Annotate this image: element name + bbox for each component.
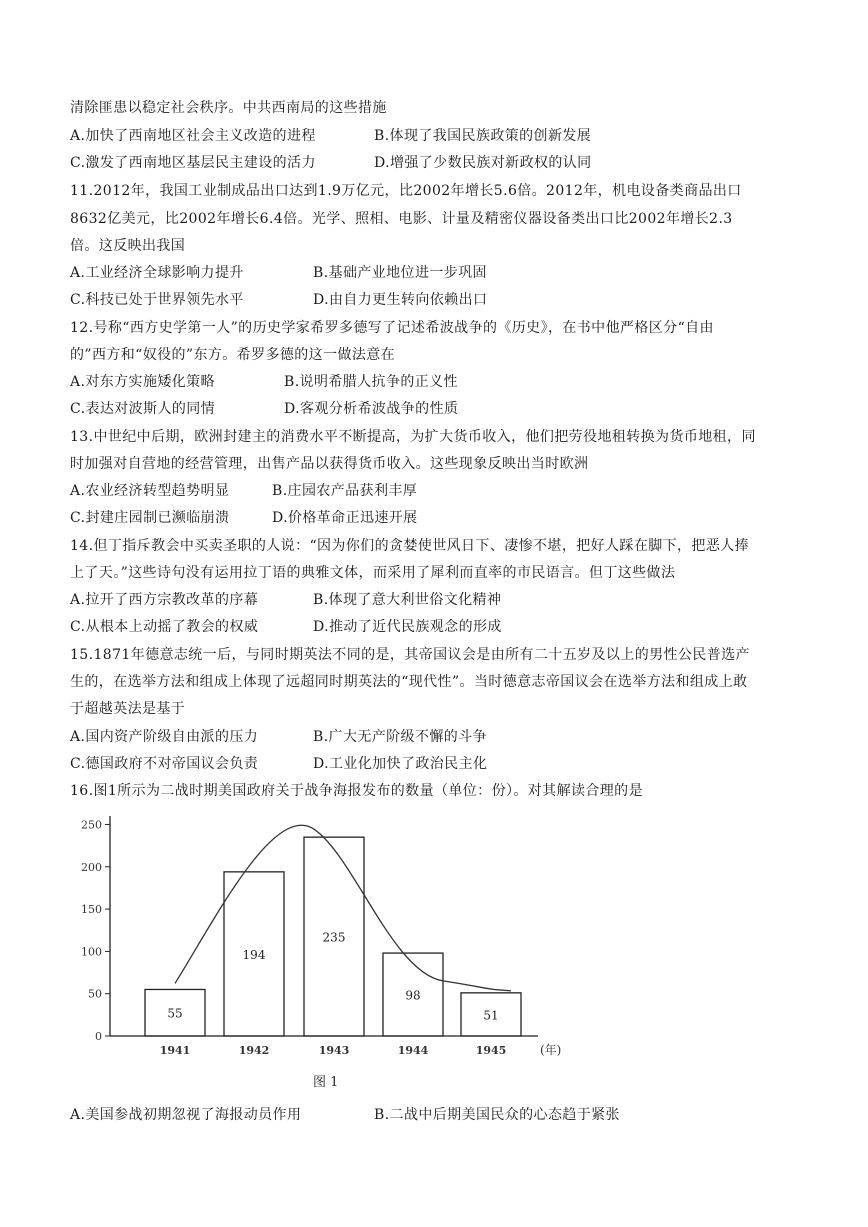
q14-option-a: A.拉开了西方宗教改革的序幕	[70, 592, 259, 608]
y-tick-label: 200	[81, 860, 102, 874]
q15-option-a: A.国内资产阶级自由派的压力	[70, 729, 259, 745]
q16-option-a: A.美国参战初期忽视了海报动员作用	[70, 1107, 302, 1123]
q11-stem-line: 8632亿美元，比2002年增长6.4倍。光学、照相、电影、计量及精密仪器设备类出口比2002年增长2.3	[70, 211, 733, 227]
q13-option-a: A.农业经济转型趋势明显	[70, 483, 230, 499]
y-tick-label: 50	[88, 987, 102, 1001]
q16-stem-line: 16.图1所示为二战时期美国政府关于战争海报发布的数量（单位：份）。对其解读合理的是	[70, 783, 643, 799]
y-tick-label: 150	[81, 903, 102, 917]
x-tick-label: 1943	[318, 1044, 350, 1057]
y-tick-label: 250	[81, 818, 102, 832]
q12-stem-line: 的”西方和“奴役的”东方。希罗多德的这一做法意在	[70, 347, 396, 363]
q11-option-b: B.基础产业地位进一步巩固	[313, 265, 487, 281]
x-tick-label: 1942	[238, 1044, 270, 1057]
q16-option-b: B.二战中后期美国民众的心态趋于紧张	[374, 1107, 620, 1123]
q11-option-d: D.由自力更生转向依赖出口	[313, 292, 488, 308]
bar-data-label: 98	[405, 988, 421, 1003]
bars	[145, 837, 521, 1036]
q11-option-c: C.科技已处于世界领先水平	[70, 292, 244, 308]
q15-option-d: D.工业化加快了政治民主化	[313, 756, 488, 772]
q14-option-c: C.从根本上动摇了教会的权威	[70, 619, 259, 635]
q12-option-a: A.对东方实施矮化策略	[70, 374, 215, 390]
x-tick-label: 1944	[397, 1044, 429, 1057]
q14-option-d: D.推动了近代民族观念的形成	[313, 619, 502, 635]
bar-data-label: 194	[242, 947, 266, 962]
y-tick-label: 0	[95, 1030, 102, 1043]
q12-option-d: D.客观分析希波战争的性质	[284, 401, 459, 417]
q14-stem-line: 上了天。”这些诗句没有运用拉丁语的典雅文体，而采用了犀利而直率的市民语言。但丁这些做法	[70, 565, 676, 581]
intro-line: 清除匪患以稳定社会秩序。中共西南局的这些措施	[70, 100, 387, 116]
bar-data-label: 55	[167, 1006, 183, 1021]
q10-option-b: B.体现了我国民族政策的创新发展	[374, 128, 592, 144]
q15-option-c: C.德国政府不对帝国议会负责	[70, 756, 259, 772]
q15-stem-line: 15.1871年德意志统一后，与同时期英法不同的是，其帝国议会是由所有二十五岁及以上的男性公民普选产	[70, 647, 750, 663]
bar-data-label: 51	[483, 1008, 499, 1023]
x-axis-unit-label: (年)	[540, 1043, 562, 1057]
q10-option-d: D.增强了少数民族对新政权的认同	[374, 155, 592, 171]
q12-option-c: C.表达对波斯人的同情	[70, 401, 216, 417]
q13-option-c: C.封建庄园制已濒临崩溃	[70, 510, 230, 526]
q12-stem-line: 12.号称“西方史学第一人”的历史学家希罗多德写了记述希波战争的《历史》，在书中他严格区分“自由	[70, 320, 714, 336]
y-tick-label: 100	[81, 945, 102, 959]
q15-stem-line: 于超越英法是基于	[70, 701, 186, 717]
x-axis-labels	[160, 1044, 507, 1057]
q13-option-d: D.价格革命正迅速开展	[272, 510, 418, 526]
q14-option-b: B.体现了意大利世俗文化精神	[313, 592, 502, 608]
figure-caption: 图 1	[313, 1075, 339, 1090]
q10-option-c: C.激发了西南地区基层民主建设的活力	[70, 155, 316, 171]
bar-data-label: 235	[322, 930, 346, 945]
x-tick-label: 1941	[159, 1044, 191, 1057]
q15-option-b: B.广大无产阶级不懈的斗争	[313, 729, 487, 745]
y-axis-ticks	[81, 818, 110, 1043]
q12-option-b: B.说明希腊人抗争的正义性	[284, 374, 458, 390]
q11-stem-line: 11.2012年，我国工业制成品出口达到1.9万亿元，比2002年增长5.6倍。2012年，机电设备类商品出口	[70, 183, 742, 199]
q11-stem-line: 倍。这反映出我国	[70, 238, 186, 254]
q13-stem-line: 时加强对自营地的经营管理，出售产品以获得货币收入。这些现象反映出当时欧洲	[70, 456, 589, 472]
x-tick-label: 1945	[475, 1044, 507, 1057]
q11-option-a: A.工业经济全球影响力提升	[70, 265, 244, 281]
q14-stem-line: 14.但丁指斥教会中买卖圣职的人说：“因为你们的贪婪使世风日下、凄惨不堪，把好人踩在脚下，把恶人捧	[70, 538, 750, 554]
q15-stem-line: 生的，在选举方法和组成上体现了远超同时期英法的“现代性”。当时德意志帝国议会在选举方法和组成上敢	[70, 674, 748, 690]
bar-chart-svg	[68, 808, 568, 1093]
q13-stem-line: 13.中世纪中后期，欧洲封建主的消费水平不断提高，为扩大货币收入，他们把劳役地租转换为货币地租，同	[70, 429, 756, 445]
q13-option-b: B.庄园农产品获利丰厚	[272, 483, 418, 499]
figure-1-chart	[68, 808, 568, 1093]
q10-option-a: A.加快了西南地区社会主义改造的进程	[70, 128, 316, 144]
